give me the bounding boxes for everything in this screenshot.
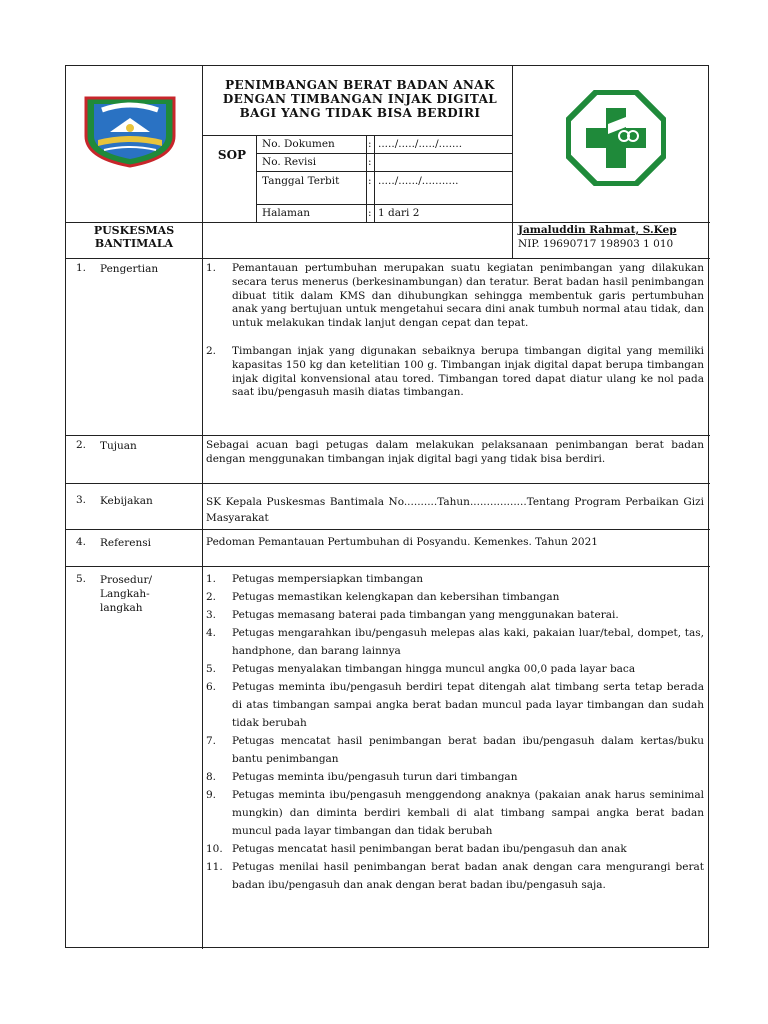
- section-content: SK Kepala Puskesmas Bantimala No..........Tahun.................Tentang Program Perbaikan Gizi Masyarakat: [206, 496, 704, 524]
- puskesmas-logo-icon: [566, 90, 666, 186]
- meta-value: ...../...../...../.......: [378, 138, 463, 150]
- row-divider: [66, 435, 710, 436]
- procedure-step: [206, 732, 704, 768]
- meta-divider: [202, 135, 512, 136]
- procedure-step: [206, 606, 704, 624]
- sop-document: [65, 65, 709, 948]
- step-text: Petugas mencatat hasil penimbangan berat badan ibu/pengasuh dalam kertas/buku bantu penimbangan: [232, 735, 704, 765]
- item-text: Timbangan injak yang digunakan sebaiknya berupa timbangan digital yang memiliki kapasitas 150 kg dan ketelitian 100 g. Timbangan injak digital dapat berupa timbangan injak digital konvensional atau tored. Timbangan tored dapat diatur ulang ke nol pada saat ibu/pengasuh masih diatas timbangan.: [232, 344, 704, 399]
- sop-label: SOP: [217, 148, 247, 162]
- step-text: Petugas mencatat hasil penimbangan berat badan ibu/pengasuh dan anak: [232, 843, 627, 855]
- section-label: Referensi: [100, 537, 151, 549]
- procedure-step: [206, 840, 704, 858]
- section-content: [206, 262, 704, 400]
- title-line: BAGI YANG TIDAK BISA BERDIRI: [239, 106, 481, 120]
- meta-separator: :: [368, 156, 372, 168]
- meta-divider: [374, 135, 375, 222]
- section-number: 5.: [76, 573, 87, 585]
- meta-separator: :: [368, 138, 372, 150]
- row-divider: [66, 566, 710, 567]
- meta-divider: [256, 171, 512, 172]
- procedure-step: [206, 570, 704, 588]
- section-label: Kebijakan: [100, 495, 153, 507]
- meta-value: ...../....../...........: [378, 175, 459, 187]
- meta-divider: [366, 135, 367, 222]
- row-divider: [66, 483, 710, 484]
- step-text: Petugas meminta ibu/pengasuh berdiri tepat ditengah alat timbang serta tetap berada di atas timbangan sampai angka berat badan muncul pada layar timbangan dan sudah tidak berubah: [232, 681, 704, 729]
- meta-label: Halaman: [262, 207, 311, 219]
- section-number: 2.: [76, 439, 87, 451]
- section-label: Tujuan: [100, 440, 137, 452]
- section-label: Prosedur/ Langkah-langkah: [100, 574, 153, 614]
- step-number: 11.: [206, 861, 223, 873]
- step-text: Petugas menyalakan timbangan hingga muncul angka 00,0 pada layar baca: [232, 663, 636, 675]
- procedure-list: [206, 570, 704, 894]
- step-number: 6.: [206, 681, 217, 693]
- procedure-step: [206, 786, 704, 840]
- section-number: 3.: [76, 494, 87, 506]
- title-line: DENGAN TIMBANGAN INJAK DIGITAL: [222, 92, 498, 106]
- section-label: Pengertian: [100, 263, 159, 275]
- section-content: Pedoman Pemantauan Pertumbuhan di Posyandu. Kemenkes. Tahun 2021: [206, 536, 598, 548]
- step-text: Petugas memastikan kelengkapan dan kebersihan timbangan: [232, 591, 560, 603]
- procedure-step: [206, 588, 704, 606]
- item-number: 1.: [206, 262, 217, 274]
- step-text: Petugas mengarahkan ibu/pengasuh melepas alas kaki, pakaian luar/tebal, dompet, tas, handphone, dan barang lainnya: [232, 627, 704, 657]
- step-number: 10.: [206, 843, 223, 855]
- regional-emblem-icon: [80, 92, 180, 168]
- procedure-step: [206, 624, 704, 660]
- step-text: Petugas mempersiapkan timbangan: [232, 573, 424, 585]
- list-item: [206, 262, 704, 331]
- step-number: 1.: [206, 573, 217, 585]
- procedure-step: [206, 858, 704, 894]
- document-title: [206, 78, 514, 120]
- meta-label: No. Dokumen: [262, 138, 335, 150]
- header-divider: [66, 222, 710, 223]
- step-number: 5.: [206, 663, 217, 675]
- step-text: Petugas menilai hasil penimbangan berat badan anak dengan cara mengurangi berat badan ibu/pengasuh dan anak dengan berat badan ibu/pengasuh saja.: [232, 861, 704, 891]
- signer-nip: NIP. 19690717 198903 1 010: [518, 238, 674, 250]
- item-number: 2.: [206, 344, 217, 357]
- meta-divider: [256, 204, 512, 205]
- meta-separator: :: [368, 175, 372, 187]
- procedure-step: [206, 768, 704, 786]
- section-number: 1.: [76, 262, 87, 274]
- title-line: PENIMBANGAN BERAT BADAN ANAK: [225, 78, 495, 92]
- list-item: [206, 345, 704, 400]
- row-divider: [66, 258, 710, 259]
- item-text: Pemantauan pertumbuhan merupakan suatu kegiatan penimbangan yang dilakukan secara terus menerus (berkesinambungan) dan teratur. Berat badan hasil penimbangan dibuat titik dalam KMS dan dihubungkan sehingga membentuk garis pertumbuhan anak yang bertujuan untuk mengetahui secara dini anak tumbuh normal atau tidak, dan untuk melakukan tindak lanjut dengan cepat dan tepat.: [232, 262, 704, 330]
- procedure-step: [206, 678, 704, 732]
- step-number: 3.: [206, 609, 217, 621]
- meta-label: No. Revisi: [262, 156, 317, 168]
- step-number: 9.: [206, 789, 217, 801]
- row-divider: [66, 529, 710, 530]
- section-content: Sebagai acuan bagi petugas dalam melakukan pelaksanaan penimbangan berat badan dengan menggunakan timbangan injak digital bagi yang tidak bisa berdiri.: [206, 439, 704, 465]
- column-divider: [202, 66, 203, 949]
- step-number: 7.: [206, 735, 217, 747]
- step-text: Petugas meminta ibu/pengasuh turun dari timbangan: [232, 771, 518, 783]
- procedure-step: [206, 660, 704, 678]
- step-text: Petugas meminta ibu/pengasuh menggendong anaknya (pakaian anak harus seminimal mungkin) dan diminta berdiri kembali di alat timbang sampai angka berat badan muncul pada layar timbangan dan tidak berubah: [232, 789, 704, 837]
- step-number: 8.: [206, 771, 217, 783]
- section-number: 4.: [76, 536, 87, 548]
- organization-name: PUSKESMAS BANTIMALA: [93, 224, 175, 250]
- meta-value: 1 dari 2: [378, 207, 420, 219]
- signer-name: Jamaluddin Rahmat, S.Kep: [518, 224, 677, 236]
- meta-divider: [256, 153, 512, 154]
- step-number: 2.: [206, 591, 217, 603]
- step-text: Petugas memasang baterai pada timbangan yang menggunakan baterai.: [232, 609, 619, 621]
- meta-label: Tanggal Terbit: [262, 175, 340, 187]
- meta-separator: :: [368, 207, 372, 219]
- step-number: 4.: [206, 627, 217, 639]
